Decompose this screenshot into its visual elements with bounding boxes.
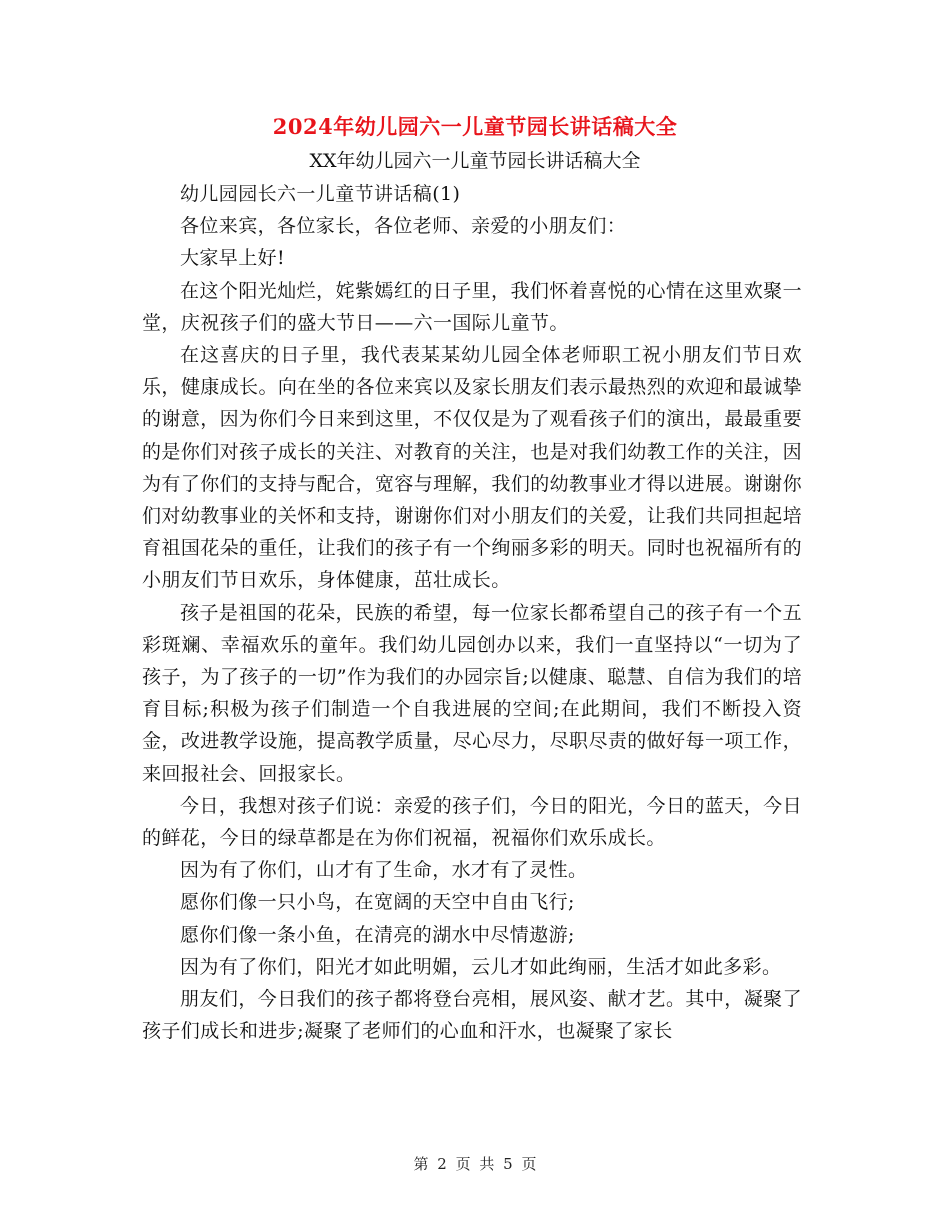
- paragraph: 愿你们像一只小鸟，在宽阔的天空中自由飞行;: [180, 891, 575, 914]
- document-body: [142, 178, 802, 1047]
- paragraph: 朋友们，今日我们的孩子都将登台亮相，展风姿、献才艺。其中，凝聚了孩子们成长和进步;凝聚了老师们的心血和汗水，也凝聚了家长: [142, 988, 802, 1043]
- paragraph: 愿你们像一条小鱼，在清亮的湖水中尽情遨游;: [180, 923, 575, 946]
- page-number: 第 2 页 共 5 页: [413, 1155, 537, 1173]
- paragraph-greeting: 大家早上好!: [180, 247, 286, 270]
- document-title: 2024年幼儿园六一儿童节园长讲话稿大全: [272, 114, 678, 139]
- paragraph: 因为有了你们，山才有了生命，水才有了灵性。: [180, 859, 588, 882]
- paragraph: 在这喜庆的日子里，我代表某某幼儿园全体老师职工祝小朋友们节日欢乐，健康成长。向在坐的各位来宾以及家长朋友们表示最热烈的欢迎和最诚挚的谢意，因为你们今日来到这里，不仅仅是为了观看孩子们的演出，最最重要的是你们对孩子成长的关注、对教育的关注，也是对我们幼教工作的关注，因为有了你们的支持与配合，宽容与理解，我们的幼教事业才得以进展。谢谢你们对幼教事业的关怀和支持，谢谢你们对小朋友们的关爱，让我们共同担起培育祖国花朵的重任，让我们的孩子有一个绚丽多彩的明天。同时也祝福所有的小朋友们节日欢乐，身体健康，茁壮成长。: [142, 344, 802, 592]
- document-subtitle: XX年幼儿园六一儿童节园长讲话稿大全: [309, 150, 641, 172]
- paragraph-heading: 幼儿园园长六一儿童节讲话稿(1): [180, 183, 461, 205]
- paragraph: 孩子是祖国的花朵，民族的希望，每一位家长都希望自己的孩子有一个五彩斑斓、幸福欢乐的童年。我们幼儿园创办以来，我们一直坚持以“一切为了孩子，为了孩子的一切”作为我们的办园宗旨;以健康、聪慧、自信为我们的培育目标;积极为孩子们制造一个自我进展的空间;在此期间，我们不断投入资金，改进教学设施，提高教学质量，尽心尽力，尽职尽责的做好每一项工作，来回报社会、回报家长。: [142, 601, 802, 785]
- paragraph: 因为有了你们，阳光才如此明媚，云儿才如此绚丽，生活才如此多彩。: [180, 955, 782, 978]
- paragraph: 今日，我想对孩子们说：亲爱的孩子们，今日的阳光，今日的蓝天，今日的鲜花，今日的绿草都是在为你们祝福，祝福你们欢乐成长。: [142, 794, 802, 850]
- paragraph-salutation: 各位来宾，各位家长，各位老师、亲爱的小朋友们：: [180, 215, 627, 238]
- paragraph: 在这个阳光灿烂，姹紫嫣红的日子里，我们怀着喜悦的心情在这里欢聚一堂，庆祝孩子们的盛大节日——六一国际儿童节。: [142, 279, 802, 334]
